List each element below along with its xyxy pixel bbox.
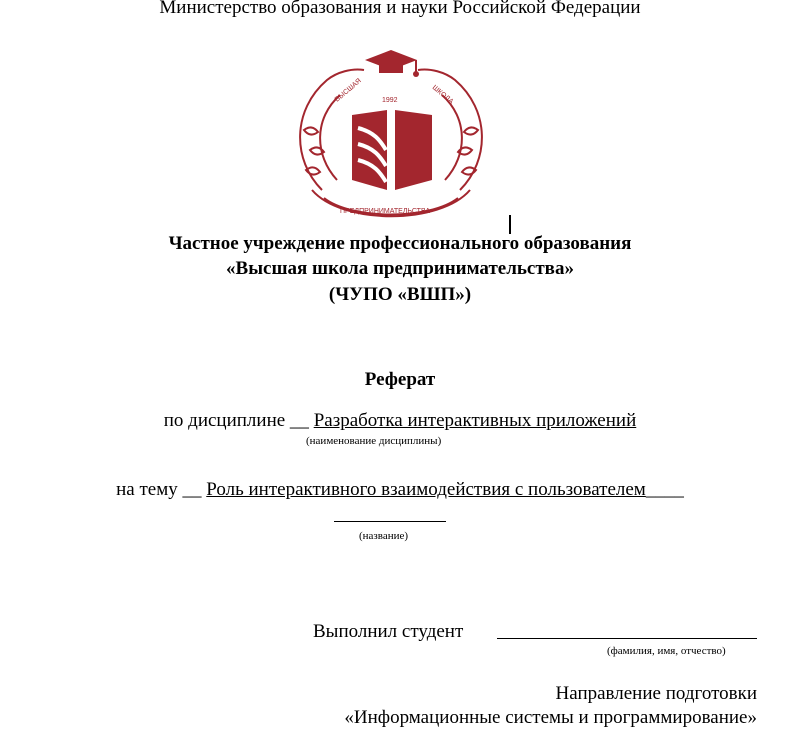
topic-suffix: ____ xyxy=(645,479,684,500)
svg-text:1992: 1992 xyxy=(382,97,398,104)
ministry-header: Министерство образования и науки Российской Федерации xyxy=(159,0,641,18)
discipline-name[interactable]: Разработка интерактивных приложений xyxy=(313,410,637,431)
topic-continuation-line[interactable] xyxy=(334,521,446,522)
discipline-prefix: по дисциплине __ xyxy=(163,410,314,431)
institution-line-2: «Высшая школа предпринимательства» xyxy=(226,258,574,279)
discipline-caption: (наименование дисциплины) xyxy=(306,435,442,447)
discipline-row xyxy=(0,410,800,432)
author-label: Выполнил студент xyxy=(313,621,464,642)
topic-caption: (название) xyxy=(359,530,409,542)
direction-label: Направление подготовки xyxy=(555,683,757,704)
topic-name[interactable]: Роль интерактивного взаимодействия с пользователем xyxy=(206,479,646,500)
university-logo xyxy=(282,40,500,225)
inner-left-arc xyxy=(320,95,340,180)
author-caption: (фамилия, имя, отчество) xyxy=(607,645,726,657)
svg-text:ПРЕДПРИНИМАТЕЛЬСТВА: ПРЕДПРИНИМАТЕЛЬСТВА xyxy=(340,208,431,215)
topic-row xyxy=(0,479,800,501)
direction-program: «Информационные системы и программирование» xyxy=(344,707,757,728)
topic-prefix: на тему __ xyxy=(116,479,207,500)
inner-right-arc xyxy=(442,95,462,180)
svg-text:ВЫСШАЯ: ВЫСШАЯ xyxy=(333,77,363,104)
svg-text:ШКОЛА: ШКОЛА xyxy=(430,84,455,106)
institution-line-1: Частное учреждение профессионального образования xyxy=(168,233,632,254)
document-type: Реферат xyxy=(364,369,436,390)
graduation-cap-icon xyxy=(365,50,419,77)
institution-line-3: (ЧУПО «ВШП») xyxy=(328,284,472,305)
author-name-field[interactable] xyxy=(497,638,757,639)
book-icon xyxy=(352,110,432,190)
text-cursor xyxy=(509,215,511,234)
